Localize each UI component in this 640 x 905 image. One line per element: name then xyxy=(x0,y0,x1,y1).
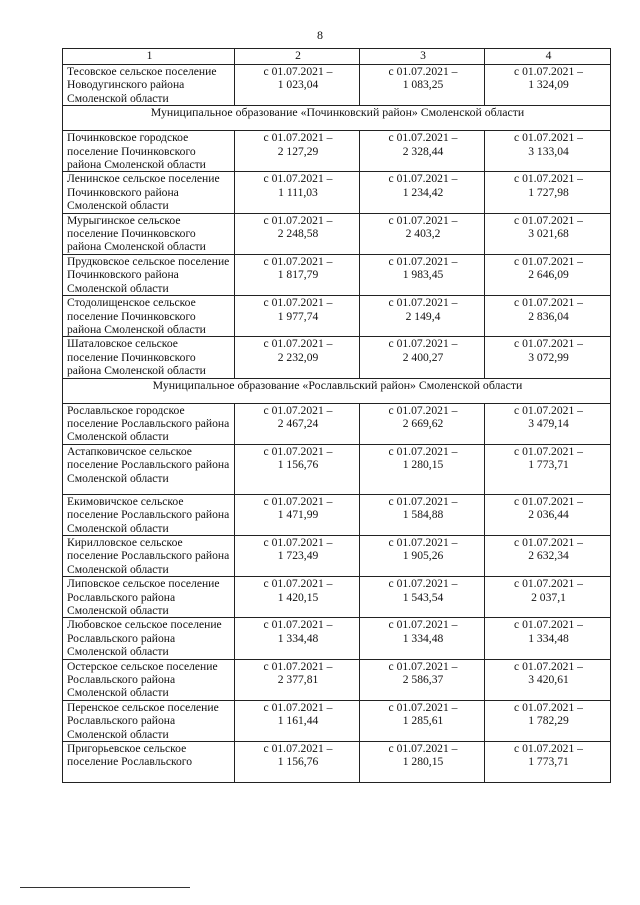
tariff-period: с 01.07.2021 – xyxy=(388,213,458,227)
tariff-period: с 01.07.2021 – xyxy=(263,254,333,268)
tariff-cell-col2 xyxy=(235,403,360,444)
tariff-period: с 01.07.2021 – xyxy=(514,254,583,268)
tariff-value: 1 420,15 xyxy=(277,590,319,604)
tariff-value: 2 232,09 xyxy=(277,350,319,364)
tariff-period: с 01.07.2021 – xyxy=(263,403,333,417)
settlement-name: Шаталовское сельское поселение Починковского района Смоленской области xyxy=(63,337,235,378)
table-row xyxy=(63,659,611,700)
tariff-cell-col4 xyxy=(485,296,611,337)
tariff-value: 1 773,71 xyxy=(528,755,569,769)
tariff-period: с 01.07.2021 – xyxy=(388,254,458,268)
tariff-cell-col4 xyxy=(485,535,611,576)
tariff-period: с 01.07.2021 – xyxy=(388,296,458,310)
tariff-period: с 01.07.2021 – xyxy=(263,535,333,549)
tariff-period: с 01.07.2021 – xyxy=(263,213,333,227)
table-row xyxy=(63,700,611,741)
settlement-name: Починковское городское поселение Починковского района Смоленской области xyxy=(63,131,235,172)
tariff-period: с 01.07.2021 – xyxy=(388,172,458,186)
table-row xyxy=(63,403,611,444)
tariff-cell-col4 xyxy=(485,213,611,254)
tariff-cell-col4 xyxy=(485,659,611,700)
tariff-value: 1 334,48 xyxy=(402,631,444,645)
tariff-cell-col2 xyxy=(235,65,360,106)
tariff-cell-col2 xyxy=(235,577,360,618)
tariff-cell-col4 xyxy=(485,742,611,783)
tariff-value: 2 248,58 xyxy=(277,227,319,241)
tariff-cell-col2 xyxy=(235,700,360,741)
tariff-value: 1 161,44 xyxy=(277,714,319,728)
tariff-period: с 01.07.2021 – xyxy=(514,535,583,549)
tariff-value: 2 377,81 xyxy=(277,673,319,687)
tariff-period: с 01.07.2021 – xyxy=(388,618,458,632)
table-row xyxy=(63,444,611,494)
tariff-value: 1 334,48 xyxy=(528,631,569,645)
tariff-value: 1 773,71 xyxy=(528,458,569,472)
tariff-period: с 01.07.2021 – xyxy=(514,337,583,351)
tariff-cell-col3 xyxy=(360,296,485,337)
settlement-name: Пригорьевское сельское поселение Рославльского xyxy=(63,742,235,783)
tariff-cell-col2 xyxy=(235,742,360,783)
tariff-value: 1 471,99 xyxy=(277,508,319,522)
table-body xyxy=(63,65,611,783)
tariff-period: с 01.07.2021 – xyxy=(514,742,583,756)
settlement-name: Остерское сельское поселение Рославльского района Смоленской области xyxy=(63,659,235,700)
table-row xyxy=(63,131,611,172)
tariff-period: с 01.07.2021 – xyxy=(514,296,583,310)
tariff-cell-col4 xyxy=(485,172,611,213)
tariff-value: 3 021,68 xyxy=(528,227,569,241)
column-header-3: 3 xyxy=(360,49,485,65)
tariff-period: с 01.07.2021 – xyxy=(388,403,458,417)
tariff-value: 2 036,44 xyxy=(528,508,569,522)
column-header-1: 1 xyxy=(63,49,235,65)
tariff-period: с 01.07.2021 – xyxy=(514,494,583,508)
tariff-cell-col4 xyxy=(485,337,611,378)
tariff-cell-col3 xyxy=(360,659,485,700)
tariff-table xyxy=(62,48,611,783)
table-row xyxy=(63,742,611,783)
tariff-value: 1 111,03 xyxy=(278,185,318,199)
column-header-2: 2 xyxy=(235,49,360,65)
tariff-value: 1 723,49 xyxy=(277,549,319,563)
tariff-period: с 01.07.2021 – xyxy=(388,65,458,78)
settlement-name: Мурыгинское сельское поселение Починковского района Смоленской области xyxy=(63,213,235,254)
tariff-period: с 01.07.2021 – xyxy=(388,444,458,458)
section-title: Муниципальное образование «Рославльский район» Смоленской области xyxy=(63,378,611,403)
footnote-rule xyxy=(20,887,190,888)
tariff-cell-col4 xyxy=(485,618,611,659)
tariff-period: с 01.07.2021 – xyxy=(263,659,333,673)
settlement-name: Липовское сельское поселение Рославльского района Смоленской области xyxy=(63,577,235,618)
tariff-cell-col2 xyxy=(235,131,360,172)
settlement-name: Тесовское сельское поселение Новодугинского района Смоленской области xyxy=(63,65,235,106)
tariff-period: с 01.07.2021 – xyxy=(388,337,458,351)
tariff-cell-col3 xyxy=(360,700,485,741)
tariff-cell-col2 xyxy=(235,213,360,254)
tariff-value: 2 328,44 xyxy=(402,144,444,158)
settlement-name: Стодолищенское сельское поселение Починковского района Смоленской области xyxy=(63,296,235,337)
tariff-value: 1 977,74 xyxy=(277,309,319,323)
tariff-cell-col3 xyxy=(360,213,485,254)
tariff-value: 3 072,99 xyxy=(528,350,569,364)
tariff-period: с 01.07.2021 – xyxy=(263,700,333,714)
section-row xyxy=(63,378,611,403)
table-row xyxy=(63,535,611,576)
table-row xyxy=(63,254,611,295)
tariff-cell-col4 xyxy=(485,444,611,494)
tariff-value: 1 543,54 xyxy=(402,590,444,604)
tariff-period: с 01.07.2021 – xyxy=(263,65,333,78)
tariff-cell-col3 xyxy=(360,444,485,494)
tariff-period: с 01.07.2021 – xyxy=(263,337,333,351)
tariff-period: с 01.07.2021 – xyxy=(388,577,458,591)
tariff-value: 3 133,04 xyxy=(528,144,569,158)
table-row xyxy=(63,337,611,378)
tariff-value: 2 632,34 xyxy=(528,549,569,563)
tariff-cell-col2 xyxy=(235,618,360,659)
tariff-value: 1 324,09 xyxy=(528,78,569,92)
tariff-cell-col3 xyxy=(360,131,485,172)
tariff-period: с 01.07.2021 – xyxy=(514,65,583,78)
tariff-value: 1 023,04 xyxy=(277,78,319,92)
table-row xyxy=(63,494,611,535)
tariff-value: 1 905,26 xyxy=(402,549,444,563)
section-row xyxy=(63,106,611,131)
tariff-cell-col4 xyxy=(485,403,611,444)
tariff-value: 1 156,76 xyxy=(277,755,319,769)
tariff-cell-col3 xyxy=(360,494,485,535)
tariff-cell-col3 xyxy=(360,742,485,783)
tariff-value: 1 782,29 xyxy=(528,714,569,728)
settlement-name: Екимовичское сельское поселение Рославльского района Смоленской области xyxy=(63,494,235,535)
tariff-cell-col2 xyxy=(235,337,360,378)
tariff-value: 3 479,14 xyxy=(528,416,569,430)
tariff-period: с 01.07.2021 – xyxy=(263,742,333,756)
tariff-period: с 01.07.2021 – xyxy=(263,296,333,310)
settlement-name: Рославльское городское поселение Рославльского района Смоленской области xyxy=(63,403,235,444)
tariff-cell-col3 xyxy=(360,254,485,295)
tariff-value: 1 156,76 xyxy=(277,458,319,472)
tariff-cell-col4 xyxy=(485,494,611,535)
tariff-period: с 01.07.2021 – xyxy=(514,131,583,145)
tariff-period: с 01.07.2021 – xyxy=(514,213,583,227)
settlement-name: Кирилловское сельское поселение Рославльского района Смоленской области xyxy=(63,535,235,576)
tariff-cell-col4 xyxy=(485,700,611,741)
tariff-value: 2 586,37 xyxy=(402,673,444,687)
tariff-period: с 01.07.2021 – xyxy=(514,577,583,591)
settlement-name: Прудковское сельское поселение Починковского района Смоленской области xyxy=(63,254,235,295)
page-number: 8 xyxy=(317,28,323,42)
tariff-value: 2 403,2 xyxy=(405,227,441,241)
tariff-cell-col2 xyxy=(235,494,360,535)
tariff-cell-col2 xyxy=(235,254,360,295)
tariff-cell-col3 xyxy=(360,618,485,659)
tariff-cell-col4 xyxy=(485,131,611,172)
tariff-cell-col3 xyxy=(360,65,485,106)
tariff-value: 2 149,4 xyxy=(405,309,441,323)
tariff-value: 1 334,48 xyxy=(277,631,319,645)
tariff-period: с 01.07.2021 – xyxy=(514,403,583,417)
tariff-value: 1 285,61 xyxy=(402,714,444,728)
tariff-value: 2 400,27 xyxy=(402,350,444,364)
table-row xyxy=(63,618,611,659)
tariff-value: 1 727,98 xyxy=(528,185,569,199)
tariff-period: с 01.07.2021 – xyxy=(388,700,458,714)
table-row xyxy=(63,577,611,618)
tariff-value: 1 083,25 xyxy=(402,78,444,92)
tariff-value: 2 467,24 xyxy=(277,416,319,430)
tariff-cell-col2 xyxy=(235,444,360,494)
tariff-value: 1 280,15 xyxy=(402,755,444,769)
section-title: Муниципальное образование «Починковский район» Смоленской области xyxy=(63,106,611,131)
tariff-value: 2 669,62 xyxy=(402,416,444,430)
tariff-value: 1 817,79 xyxy=(277,268,319,282)
tariff-value: 1 584,88 xyxy=(402,508,444,522)
tariff-value: 2 037,1 xyxy=(531,590,566,604)
tariff-value: 2 127,29 xyxy=(277,144,319,158)
tariff-period: с 01.07.2021 – xyxy=(263,131,333,145)
tariff-period: с 01.07.2021 – xyxy=(514,444,583,458)
settlement-name: Ленинское сельское поселение Починковского района Смоленской области xyxy=(63,172,235,213)
tariff-cell-col4 xyxy=(485,254,611,295)
tariff-cell-col4 xyxy=(485,65,611,106)
settlement-name: Астапковичское сельское поселение Рославльского района Смоленской области xyxy=(63,444,235,494)
tariff-period: с 01.07.2021 – xyxy=(388,131,458,145)
tariff-period: с 01.07.2021 – xyxy=(514,659,583,673)
tariff-period: с 01.07.2021 – xyxy=(514,172,583,186)
tariff-value: 1 234,42 xyxy=(402,185,444,199)
tariff-period: с 01.07.2021 – xyxy=(263,444,333,458)
tariff-period: с 01.07.2021 – xyxy=(263,618,333,632)
table-row xyxy=(63,296,611,337)
tariff-period: с 01.07.2021 – xyxy=(263,577,333,591)
table-row xyxy=(63,65,611,106)
tariff-cell-col2 xyxy=(235,296,360,337)
tariff-period: с 01.07.2021 – xyxy=(263,494,333,508)
tariff-cell-col2 xyxy=(235,659,360,700)
table-header-row xyxy=(63,49,611,65)
tariff-period: с 01.07.2021 – xyxy=(388,494,458,508)
tariff-period: с 01.07.2021 – xyxy=(388,535,458,549)
tariff-period: с 01.07.2021 – xyxy=(514,618,583,632)
column-header-4: 4 xyxy=(485,49,611,65)
table-row xyxy=(63,213,611,254)
tariff-cell-col3 xyxy=(360,403,485,444)
tariff-period: с 01.07.2021 – xyxy=(388,659,458,673)
tariff-period: с 01.07.2021 – xyxy=(388,742,458,756)
tariff-value: 2 836,04 xyxy=(528,309,569,323)
table-row xyxy=(63,172,611,213)
tariff-cell-col3 xyxy=(360,577,485,618)
tariff-cell-col4 xyxy=(485,577,611,618)
tariff-period: с 01.07.2021 – xyxy=(514,700,583,714)
tariff-value: 3 420,61 xyxy=(528,673,569,687)
settlement-name: Перенское сельское поселение Рославльского района Смоленской области xyxy=(63,700,235,741)
tariff-value: 1 983,45 xyxy=(402,268,444,282)
tariff-cell-col3 xyxy=(360,172,485,213)
tariff-cell-col2 xyxy=(235,172,360,213)
settlement-name: Любовское сельское поселение Рославльского района Смоленской области xyxy=(63,618,235,659)
tariff-cell-col3 xyxy=(360,535,485,576)
tariff-cell-col2 xyxy=(235,535,360,576)
tariff-cell-col3 xyxy=(360,337,485,378)
tariff-period: с 01.07.2021 – xyxy=(263,172,333,186)
tariff-value: 2 646,09 xyxy=(528,268,569,282)
tariff-value: 1 280,15 xyxy=(402,458,444,472)
